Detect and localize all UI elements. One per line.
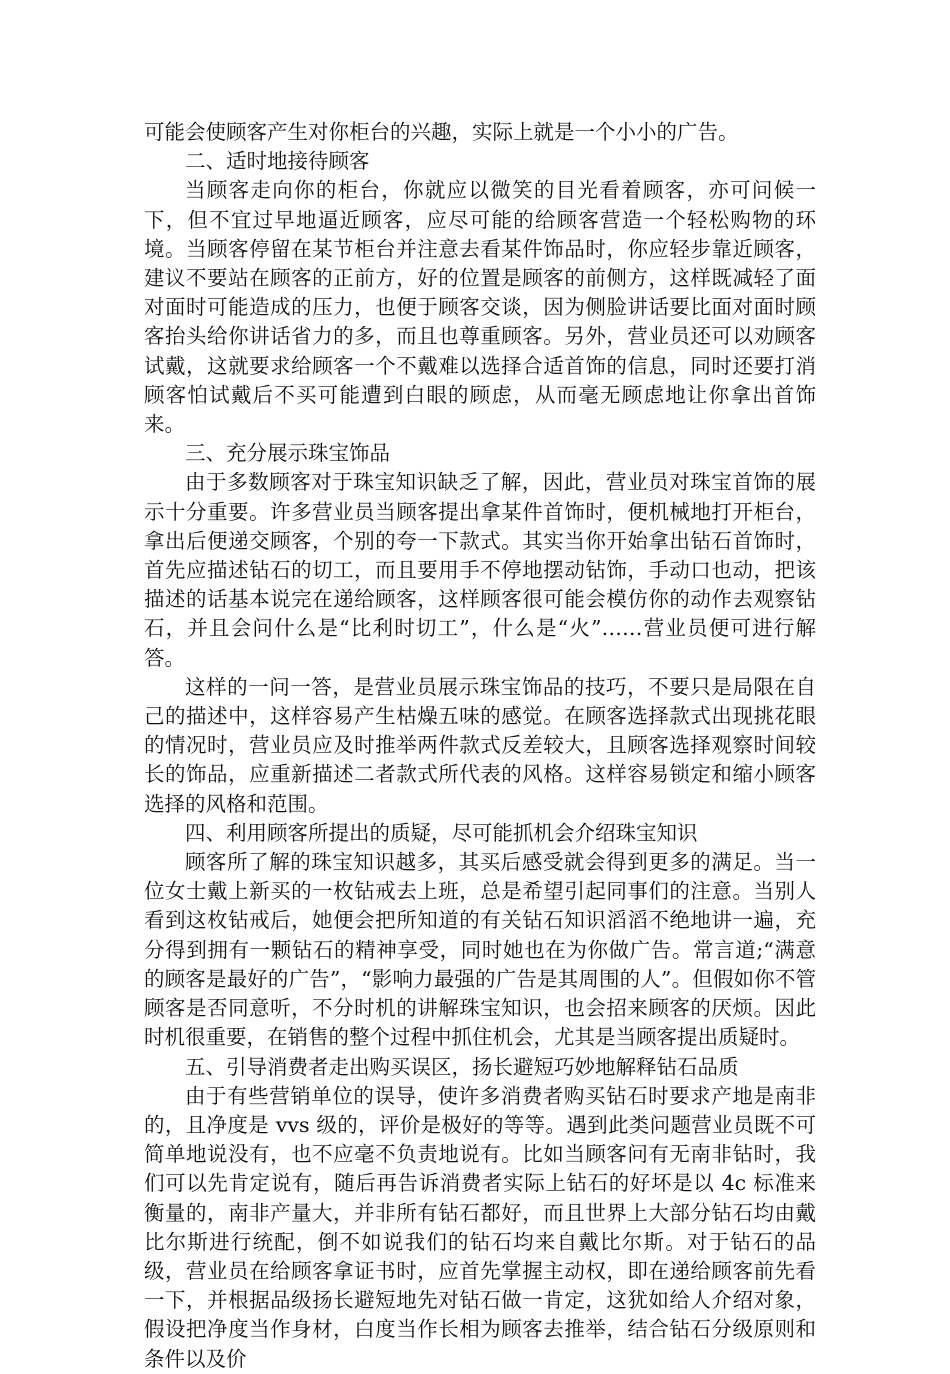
section-heading-3: 三、充分展示珠宝饰品 <box>185 441 390 466</box>
section-heading-2: 二、适时地接待顾客 <box>185 149 370 174</box>
paragraph-section-3b: 这样的一问一答，是营业员展示珠宝饰品的技巧，不要只是局限在自己的描述中，这样容易产生枯燥五味的感觉。在顾客选择款式出现挑花眼的情况时，营业员应及时推举两件款式反差较大，且顾客选择观察时间较长的饰品，应重新描述二者款式所代表的风格。这样容易锁定和缩小顾客选择的风格和范围。 <box>144 674 816 816</box>
paragraph-section-3a: 由于多数顾客对于珠宝知识缺乏了解，因此，营业员对珠宝首饰的展示十分重要。许多营业员当顾客提出拿某件首饰时，便机械地打开柜台，拿出后便递交顾客，个别的夸一下款式。其实当你开始拿出钻石首饰时，首先应描述钻石的切工，而且要用手不停地摆动钻饰，手动口也动，把该描述的话基本说完在递给顾客，这样顾客很可能会模仿你的动作去观察钻石，并且会问什么是“比利时切工”，什么是“火”……营业员便可进行解答。 <box>144 470 816 670</box>
document-body <box>144 118 816 1374</box>
paragraph-section-5: 由于有些营销单位的误导，使许多消费者购买钻石时要求产地是南非的，且净度是 vvs 级的，评价是极好的等等。遇到此类问题营业员既不可简单地说没有，也不应毫不负责地说有。比如当顾客问有无南非钻时，我们可以先肯定说有，随后再告诉消费者实际上钻石的好坏是以 4c 标准来衡量的，南非产量大，并非所有钻石都好，而且世界上大部分钻石均由戴比尔斯进行统配，倒不如说我们的钻石均来自戴比尔斯。对于钻石的品级，营业员在给顾客拿证书时，应首先掌握主动权，即在递给顾客前先看一下，并根据品级扬长避短地先对钻石做一肯定，这犹如给人介绍对象，假设把净度当作身材，白度当作长相为顾客去推举，结合钻石分级原则和条件以及价 <box>144 1083 816 1371</box>
section-heading-5: 五、引导消费者走出购买误区，扬长避短巧妙地解释钻石品质 <box>185 1054 739 1079</box>
paragraph-continuation: 可能会使顾客产生对你柜台的兴趣，实际上就是一个小小的广告。 <box>144 120 739 144</box>
paragraph-section-2: 当顾客走向你的柜台，你就应以微笑的目光看着顾客，亦可问候一下，但不宜过早地逼近顾客，应尽可能的给顾客营造一个轻松购物的环境。当顾客停留在某节柜台并注意去看某件饰品时，你应轻步靠近顾客，建议不要站在顾客的正前方，好的位置是顾客的前侧方，这样既减轻了面对面时可能造成的压力，也便于顾客交谈，因为侧脸讲话要比面对面时顾客抬头给你讲话省力的多，而且也尊重顾客。另外，营业员还可以劝顾客试戴，这就要求给顾客一个不戴难以选择合适首饰的信息，同时还要打消顾客怕试戴后不买可能遭到白眼的顾虑，从而毫无顾虑地让你拿出首饰来。 <box>144 178 816 437</box>
section-heading-4: 四、利用顾客所提出的质疑，尽可能抓机会介绍珠宝知识 <box>185 820 698 845</box>
paragraph-section-4: 顾客所了解的珠宝知识越多，其买后感受就会得到更多的满足。当一位女士戴上新买的一枚钻戒去上班，总是希望引起同事们的注意。当别人看到这枚钻戒后，她便会把所知道的有关钻石知识滔滔不绝地讲一遍，充分得到拥有一颗钻石的精神享受，同时她也在为你做广告。常言道;“满意的顾客是最好的广告”，“影响力最强的广告是其周围的人”。但假如你不管顾客是否同意听，不分时机的讲解珠宝知识，也会招来顾客的厌烦。因此时机很重要，在销售的整个过程中抓住机会，尤其是当顾客提出质疑时。 <box>144 850 816 1050</box>
